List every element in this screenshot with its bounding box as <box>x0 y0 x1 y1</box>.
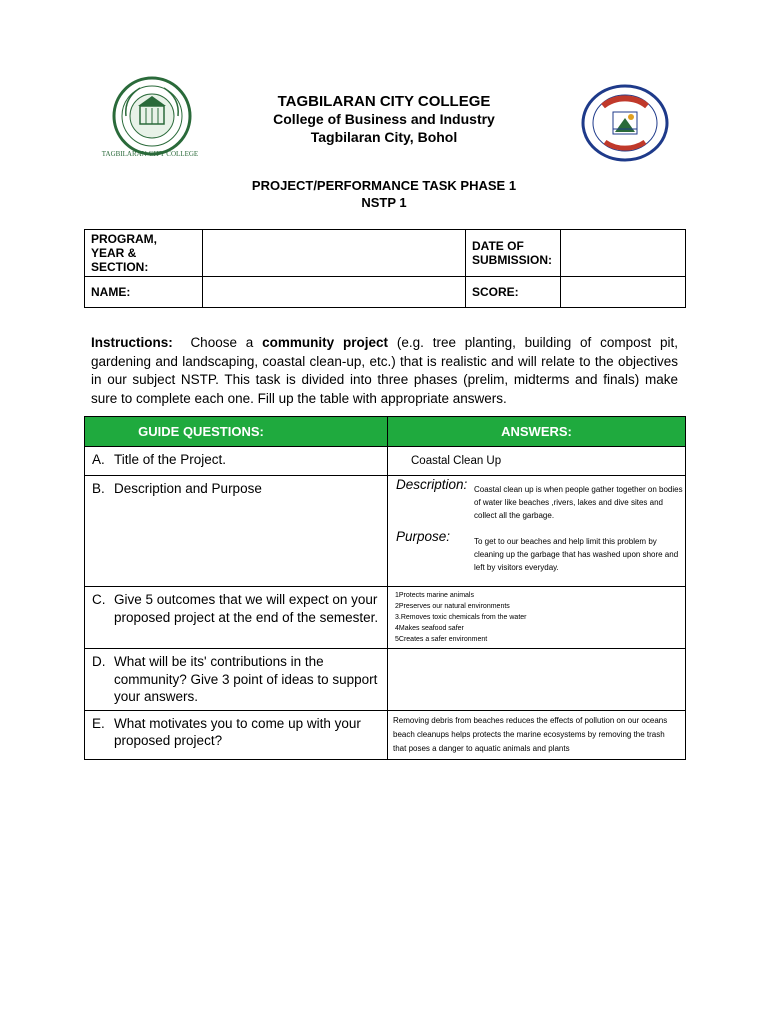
description-answer: Coastal clean up is when people gather together on bodies of water like beaches ,rivers, lakes and dive sites and collect all the garbage. <box>474 485 683 520</box>
college-location: Tagbilaran City, Bohol <box>310 129 458 145</box>
question-text: What motivates you to come up with your proposed project? <box>114 715 361 748</box>
answer-cell[interactable] <box>388 587 686 649</box>
list-item: 2Preserves our natural environments <box>395 603 510 610</box>
list-item: 1Protects marine animals <box>395 592 474 599</box>
instructions-paragraph <box>91 334 678 408</box>
name-label: NAME: <box>85 277 203 308</box>
program-label: PROGRAM, <box>91 232 157 246</box>
table-row <box>85 710 686 759</box>
college-name: TAGBILARAN CITY COLLEGE <box>277 93 491 110</box>
question-text: Give 5 outcomes that we will expect on your proposed project at the end of the semester. <box>114 592 379 625</box>
table-row <box>85 649 686 711</box>
question-text: Description and Purpose <box>114 481 262 496</box>
outcomes-list <box>389 588 684 647</box>
list-item: 3.Removes toxic chemicals from the water <box>395 614 527 621</box>
question-text: What will be its' contributions in the community? Give 3 point of ideas to support your answers. <box>114 654 378 704</box>
question-cell: A. Title of the Project. <box>85 447 388 476</box>
purpose-answer: To get to our beaches and help limit this problem by cleaning up the garbage that has washed upon shore and left by visitors everyday. <box>474 537 679 572</box>
instructions-part1: Choose a <box>190 335 254 350</box>
subject-title: NSTP 1 <box>361 195 407 210</box>
instructions-label: Instructions: <box>91 335 173 350</box>
project-title-answer: Coastal Clean Up <box>411 455 502 467</box>
name-field[interactable] <box>203 277 466 308</box>
guide-questions-table <box>84 416 686 760</box>
motivation-answer: Removing debris from beaches reduces the effects of pollution on our oceans beach cleanups helps protects the marine ecosystems by removing the trash that poses a danger to aquatic animals and plants <box>393 715 668 753</box>
table-row <box>85 447 686 476</box>
program-field[interactable] <box>203 230 466 277</box>
answers-header: ANSWERS: <box>388 417 686 447</box>
year-section-label: YEAR & SECTION: <box>91 246 149 274</box>
answer-cell[interactable] <box>388 476 686 587</box>
college-logo-caption: TAGBILARAN CITY COLLEGE <box>101 150 199 158</box>
submission-label: SUBMISSION: <box>472 253 553 267</box>
date-field[interactable] <box>561 230 686 277</box>
guide-questions-header: GUIDE QUESTIONS: <box>85 417 388 447</box>
instructions-emphasis: community project <box>262 335 389 350</box>
date-label-cell <box>466 230 561 277</box>
question-cell: E. What motivates you to come up with your proposed project? <box>85 710 388 759</box>
score-field[interactable] <box>561 277 686 308</box>
answer-cell[interactable] <box>388 710 686 759</box>
student-info-table <box>84 229 686 308</box>
question-cell: B. Description and Purpose <box>85 476 388 587</box>
score-label: SCORE: <box>466 277 561 308</box>
description-label: Description: <box>396 477 468 492</box>
date-label: DATE OF <box>472 239 524 253</box>
answer-cell[interactable] <box>388 447 686 476</box>
list-item: 5Creates a safer environment <box>395 636 488 643</box>
list-item: 4Makes seafood safer <box>395 625 464 632</box>
question-cell: C. Give 5 outcomes that we will expect on your proposed project at the end of the semester. <box>85 587 388 649</box>
table-row <box>85 587 686 649</box>
program-label-cell <box>85 230 203 277</box>
table-row <box>85 476 686 587</box>
department-name: College of Business and Industry <box>273 111 495 127</box>
task-title: PROJECT/PERFORMANCE TASK PHASE 1 <box>251 178 517 193</box>
answer-cell[interactable] <box>388 649 686 711</box>
question-text: Title of the Project. <box>114 452 227 467</box>
question-cell: D. What will be its' contributions in the community? Give 3 point of ideas to support your answers. <box>85 649 388 711</box>
instructions-part2: (e.g. tree planting, building of compost pit, gardening and landscaping, coastal clean-up, etc.) that is realistic and will relate to the objectives in our subject NSTP. This task is divided into three phases (prelim, midterms and finals) make sure to complete each one. Fill up the table with appropriate answers. <box>91 335 678 406</box>
purpose-label: Purpose: <box>396 529 451 544</box>
